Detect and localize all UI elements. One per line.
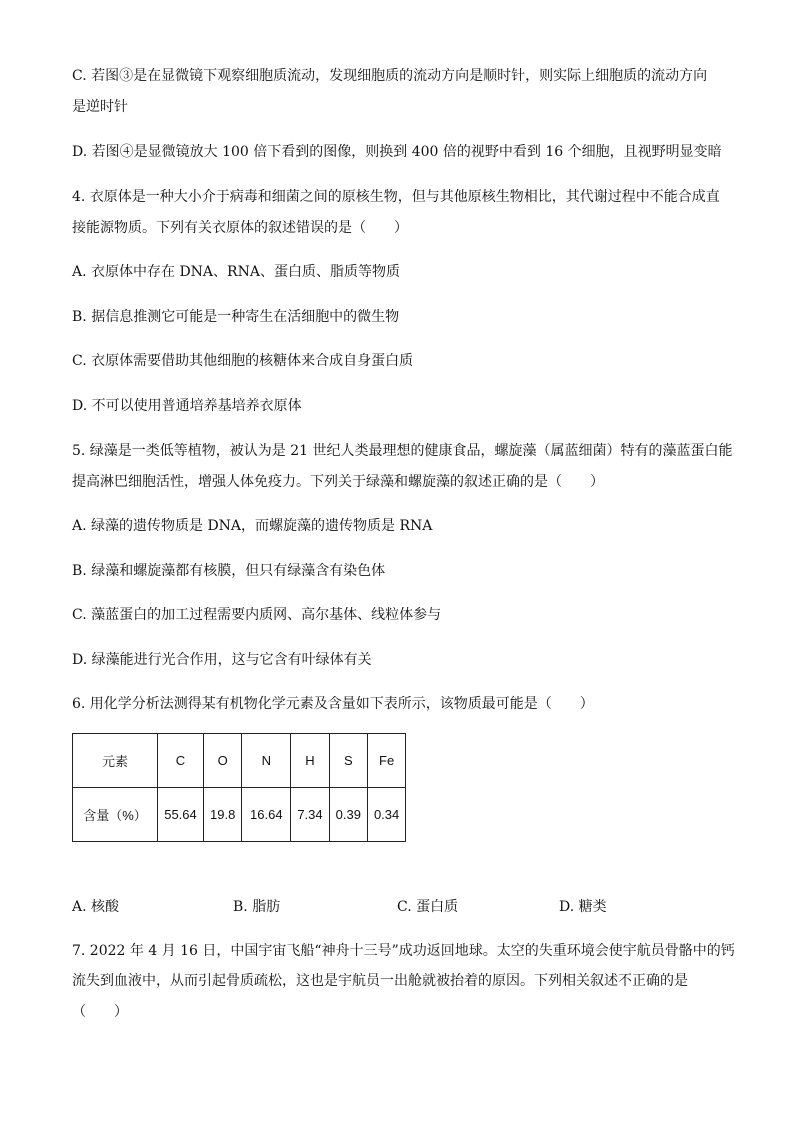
question-5-stem-line-1: 5. 绿藻是一类低等植物，被认为是 21 世纪人类最理想的健康食品，螺旋藻（属蓝细菌）特有的藻蓝蛋白能 [72, 443, 733, 459]
table-header-row [73, 734, 406, 788]
question-4-option-c: C. 衣原体需要借助其他细胞的核糖体来合成自身蛋白质 [72, 353, 414, 369]
question-5-option-b: B. 绿藻和螺旋藻都有核膜，但只有绿藻含有染色体 [72, 563, 386, 579]
question-4-option-b: B. 据信息推测它可能是一种寄生在活细胞中的微生物 [72, 309, 400, 325]
table-cell: 7.34 [291, 788, 329, 842]
question-6-stem: 6. 用化学分析法测得某有机物化学元素及含量如下表所示，该物质最可能是（ ） [72, 696, 594, 712]
question-6-options [72, 897, 712, 917]
table-header-cell: C [158, 734, 204, 788]
table-header-cell: Fe [367, 734, 405, 788]
table-cell: 含量（%） [73, 788, 158, 842]
element-content-table [72, 733, 406, 842]
question-7-stem-line-1: 7. 2022 年 4 月 16 日，中国宇宙飞船“神舟十三号”成功返回地球。太空的失重环境会使宇航员骨骼中的钙 [72, 943, 735, 959]
table-header-cell: O [204, 734, 242, 788]
question-4-stem-line-1: 4. 衣原体是一种大小介于病毒和细菌之间的原核生物，但与其他原核生物相比，其代谢过程中不能合成直 [72, 189, 720, 205]
table-cell: 19.8 [204, 788, 242, 842]
question-3-option-d: D. 若图④是显微镜放大 100 倍下看到的图像，则换到 400 倍的视野中看到 16 个细胞，且视野明显变暗 [72, 144, 722, 160]
table-row [73, 788, 406, 842]
table-header-cell: N [242, 734, 291, 788]
table-header-cell: H [291, 734, 329, 788]
question-5-stem-line-2: 提高淋巴细胞活性，增强人体免疫力。下列关于绿藻和螺旋藻的叙述正确的是（ ） [72, 474, 604, 490]
table-cell: 0.39 [329, 788, 367, 842]
question-5-option-a: A. 绿藻的遗传物质是 DNA，而螺旋藻的遗传物质是 RNA [72, 518, 433, 534]
question-6-option-c: C. 蛋白质 [397, 899, 459, 915]
question-5-option-c: C. 藻蓝蛋白的加工过程需要内质网、高尔基体、线粒体参与 [72, 607, 442, 623]
question-3-option-c-line-1: C. 若图③是在显微镜下观察细胞质流动，发现细胞质的流动方向是顺时针，则实际上细胞质的流动方向 [72, 68, 708, 84]
table-header-cell: 元素 [73, 734, 158, 788]
question-4-option-d: D. 不可以使用普通培养基培养衣原体 [72, 398, 302, 414]
question-4-option-a: A. 衣原体中存在 DNA、RNA、蛋白质、脂质等物质 [72, 264, 400, 280]
table-cell: 16.64 [242, 788, 291, 842]
table-cell: 0.34 [367, 788, 405, 842]
question-6-option-a: A. 核酸 [72, 899, 120, 915]
question-7-stem-line-3: （ ） [72, 1004, 128, 1020]
question-6-option-d: D. 糖类 [559, 899, 607, 915]
question-7-stem-line-2: 流失到血液中，从而引起骨质疏松，这也是宇航员一出舱就被抬着的原因。下列相关叙述不正确的是 [72, 973, 688, 989]
table-header-cell: S [329, 734, 367, 788]
question-4-stem-line-2: 接能源物质。下列有关衣原体的叙述错误的是（ ） [72, 220, 408, 236]
question-5-option-d: D. 绿藻能进行光合作用，这与它含有叶绿体有关 [72, 652, 372, 668]
question-6-option-b: B. 脂肪 [233, 899, 281, 915]
question-3-option-c-line-2: 是逆时针 [72, 99, 128, 115]
table-cell: 55.64 [158, 788, 204, 842]
